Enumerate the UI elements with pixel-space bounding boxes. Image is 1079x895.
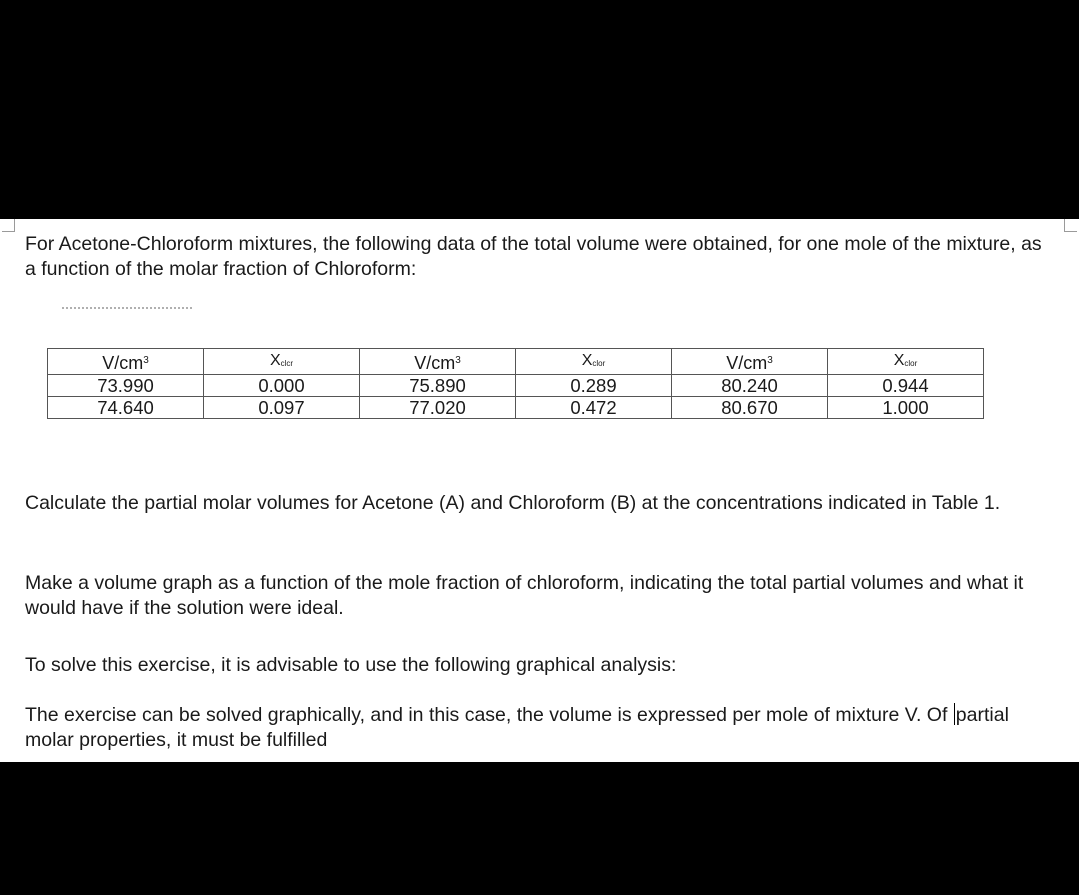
header-cell-fraction: Xclor — [828, 349, 984, 375]
table-cell: 74.640 — [48, 397, 204, 419]
volume-data-table — [47, 348, 984, 419]
document-page — [0, 219, 1079, 762]
header-cell-fraction: Xclcr — [204, 349, 360, 375]
table-cell: 80.670 — [672, 397, 828, 419]
page-corner-mark-left — [2, 219, 15, 232]
page-corner-mark-right — [1064, 219, 1077, 232]
question-volume-graph: Make a volume graph as a function of the mole fraction of chloroform, indicating the total partial volumes and what it would have if the solution were ideal. — [25, 572, 1024, 619]
header-cell-volume: $V/cm^3$ — [48, 349, 204, 375]
hint-text-end: partial molar properties, it must be fulfilled — [25, 704, 1009, 751]
question-partial-molar-volumes: Calculate the partial molar volumes for Acetone (A) and Chloroform (B) at the concentrations indicated in Table 1. — [25, 492, 1001, 514]
table-row — [48, 375, 984, 397]
table-cell: 80.240 — [672, 375, 828, 397]
text-cursor — [954, 703, 955, 725]
table-row — [48, 397, 984, 419]
question-solution-hint[interactable] — [25, 703, 1055, 753]
header-cell-volume: $V/cm^3$ — [360, 349, 516, 375]
table-cell: 1.000 — [828, 397, 984, 419]
question-graphical-analysis: To solve this exercise, it is advisable to use the following graphical analysis: — [25, 654, 677, 676]
hint-text-start: The exercise can be solved graphically, and in this case, the volume is expressed per mole of mixture V. Of — [25, 704, 948, 726]
table-header-row — [48, 349, 984, 375]
header-cell-fraction: Xclor — [516, 349, 672, 375]
intro-paragraph: For Acetone-Chloroform mixtures, the following data of the total volume were obtained, for one mole of the mixture, as a function of the molar fraction of Chloroform: — [25, 233, 1042, 280]
table-cell: 75.890 — [360, 375, 516, 397]
header-cell-volume: $V/cm^3$ — [672, 349, 828, 375]
table-cell: 0.000 — [204, 375, 360, 397]
cropped-text-remnant — [62, 307, 192, 309]
table-cell: 77.020 — [360, 397, 516, 419]
table-cell: 0.472 — [516, 397, 672, 419]
table-cell: 0.097 — [204, 397, 360, 419]
table-cell: 73.990 — [48, 375, 204, 397]
table-cell: 0.289 — [516, 375, 672, 397]
table-cell: 0.944 — [828, 375, 984, 397]
